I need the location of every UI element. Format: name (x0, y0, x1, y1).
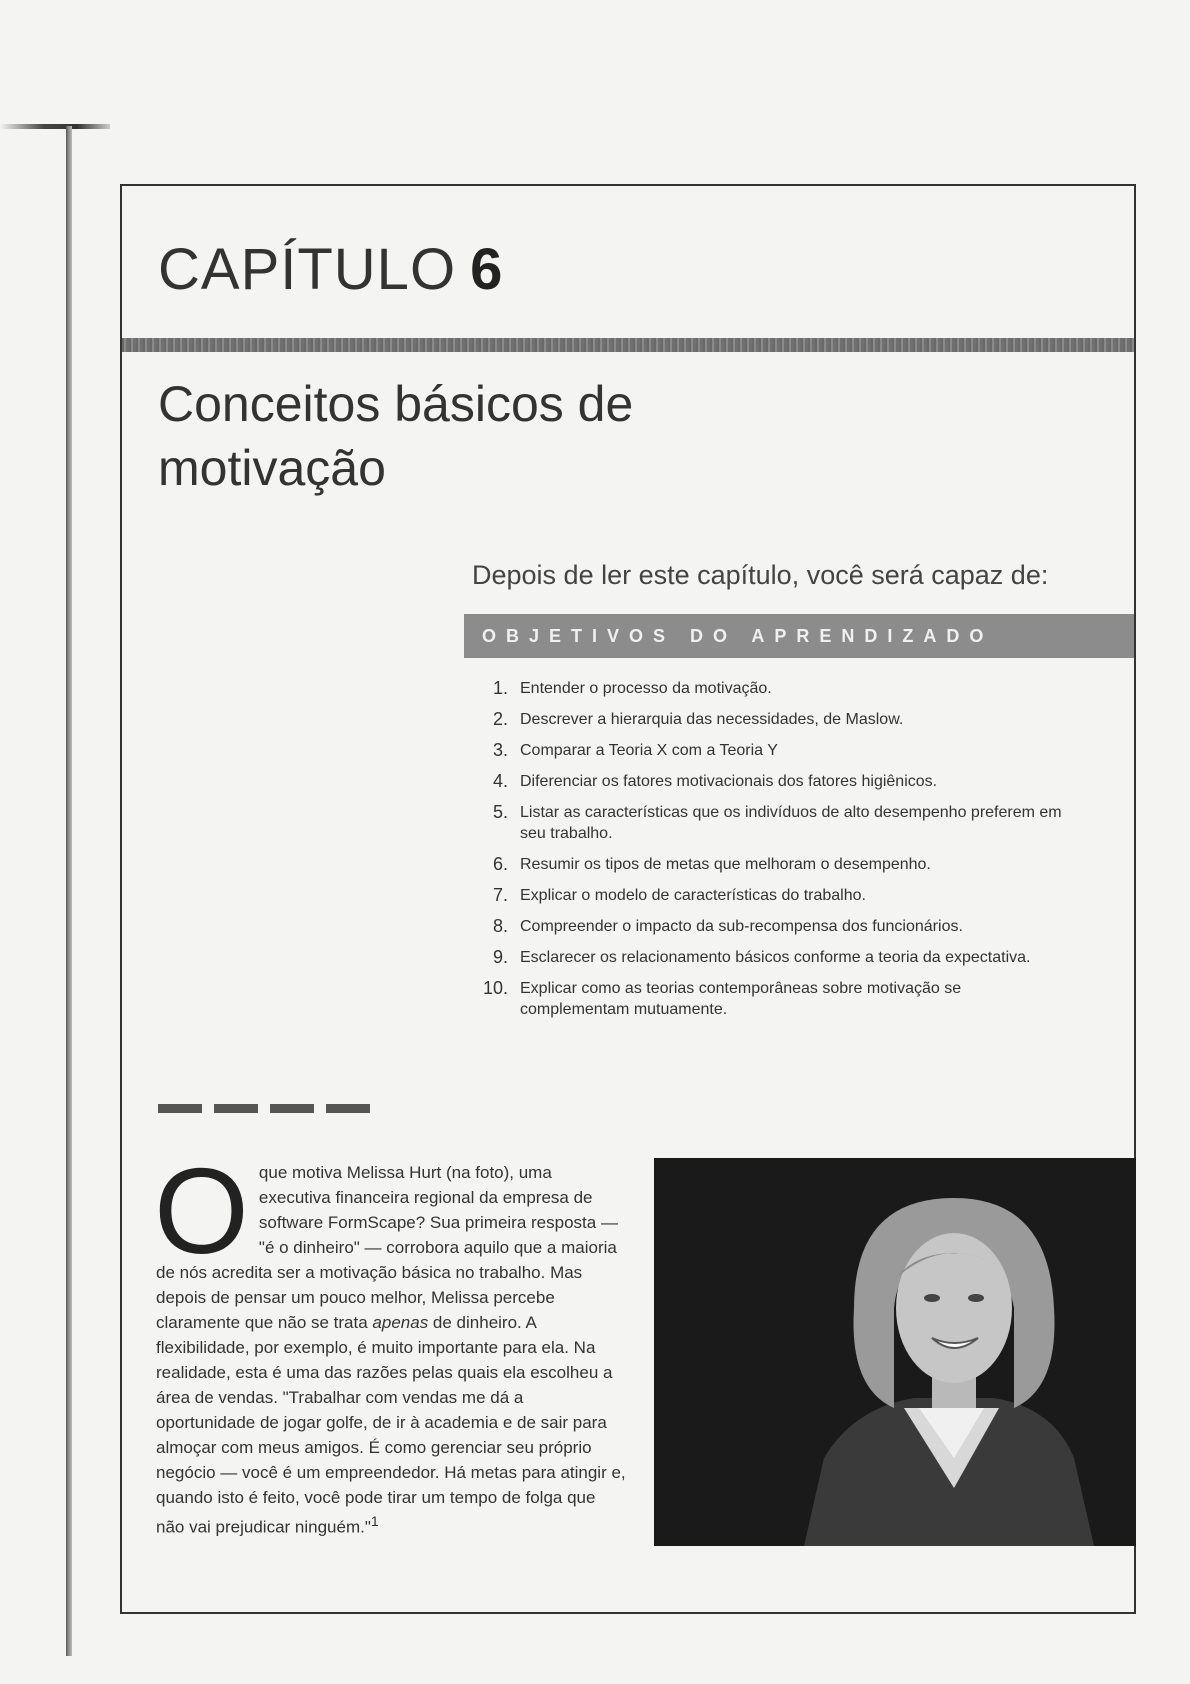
objective-number: 3. (492, 740, 508, 760)
objective-number: 8. (492, 916, 508, 936)
objective-text: Entender o processo da motivação. (520, 680, 772, 697)
chapter-label-text: CAPÍTULO (158, 237, 457, 302)
objective-item (470, 885, 1070, 906)
objectives-list (470, 678, 1070, 1030)
opening-story (154, 1143, 626, 1540)
objective-number: 2. (492, 709, 508, 729)
objective-text: Diferenciar os fatores motivacionais dos fatores higiênicos. (520, 773, 938, 790)
objective-item (470, 709, 1070, 730)
objective-text: Explicar o modelo de características do trabalho. (520, 887, 866, 904)
portrait-photo (654, 1158, 1136, 1546)
objective-text: Listar as características que os indivíduos de alto desempenho preferem em seu trabalho. (520, 804, 1062, 842)
story-text-part1: que motiva Melissa Hurt (na foto), uma executiva financeira regional da empresa de software FormScape? Sua primeira resposta — "é o dinheiro" — corrobora aquilo que a maioria de nós acredita ser a motivação básica no trabalho. Mas depois de pensar um pouco melhor, Melissa percebe claramente que não se trata (156, 1163, 618, 1332)
portrait-illustration (654, 1158, 1136, 1546)
objective-text: Descrever a hierarquia das necessidades, de Maslow. (520, 711, 904, 728)
objective-number: 4. (492, 771, 508, 791)
objective-item (470, 916, 1070, 937)
objective-text: Esclarecer os relacionamento básicos conforme a teoria da expectativa. (520, 949, 1031, 966)
objective-number: 1. (492, 678, 508, 698)
page-binding-mark (0, 124, 110, 129)
divider-dash (214, 1104, 258, 1113)
objective-item (470, 802, 1070, 844)
objective-number: 10. (482, 978, 508, 998)
page-spine-edge (66, 126, 72, 1656)
dropcap-letter: O (154, 1143, 249, 1279)
objective-text: Compreender o impacto da sub-recompensa dos funcionários. (520, 918, 963, 935)
objective-text: Explicar como as teorias contemporâneas sobre motivação se complementam mutuamente. (520, 980, 962, 1018)
objectives-header: OBJETIVOS DO APRENDIZADO (464, 614, 1134, 658)
objective-number: 9. (492, 947, 508, 967)
objectives-intro: Depois de ler este capítulo, você será capaz de: (472, 560, 1049, 590)
objective-item (470, 854, 1070, 875)
objective-number: 5. (492, 802, 508, 822)
divider-dash (326, 1104, 370, 1113)
objective-text: Resumir os tipos de metas que melhoram o desempenho. (520, 856, 931, 873)
divider-dash (270, 1104, 314, 1113)
objective-item (470, 978, 1070, 1020)
objective-item (470, 678, 1070, 699)
section-divider-dashes (158, 1104, 370, 1113)
chapter-title: Conceitos básicos de motivação (158, 376, 634, 496)
objective-item (470, 771, 1070, 792)
chapter-label (158, 236, 503, 303)
footnote-marker: 1 (370, 1514, 379, 1530)
story-emphasis: apenas (372, 1313, 429, 1332)
divider-dash (158, 1104, 202, 1113)
chapter-divider-bar (122, 338, 1134, 352)
objective-number: 6. (492, 854, 508, 874)
objective-text: Comparar a Teoria X com a Teoria Y (520, 742, 778, 759)
story-text-part2: de dinheiro. A flexibilidade, por exemplo, é muito importante para ela. Na realidade, esta é uma das razões pelas quais ela escolheu a área de vendas. "Trabalhar com vendas me dá a oportunidade de jogar golfe, de ir à academia e de sair para almoçar com meus amigos. É como gerenciar seu próprio negócio — você é um empreendedor. Há metas para atingir e, quando isto é feito, você pode tirar um tempo de folga que não vai prejudicar ninguém." (156, 1313, 626, 1537)
objective-item (470, 740, 1070, 761)
objective-item (470, 947, 1070, 968)
chapter-number: 6 (470, 237, 504, 302)
objective-number: 7. (492, 885, 508, 905)
